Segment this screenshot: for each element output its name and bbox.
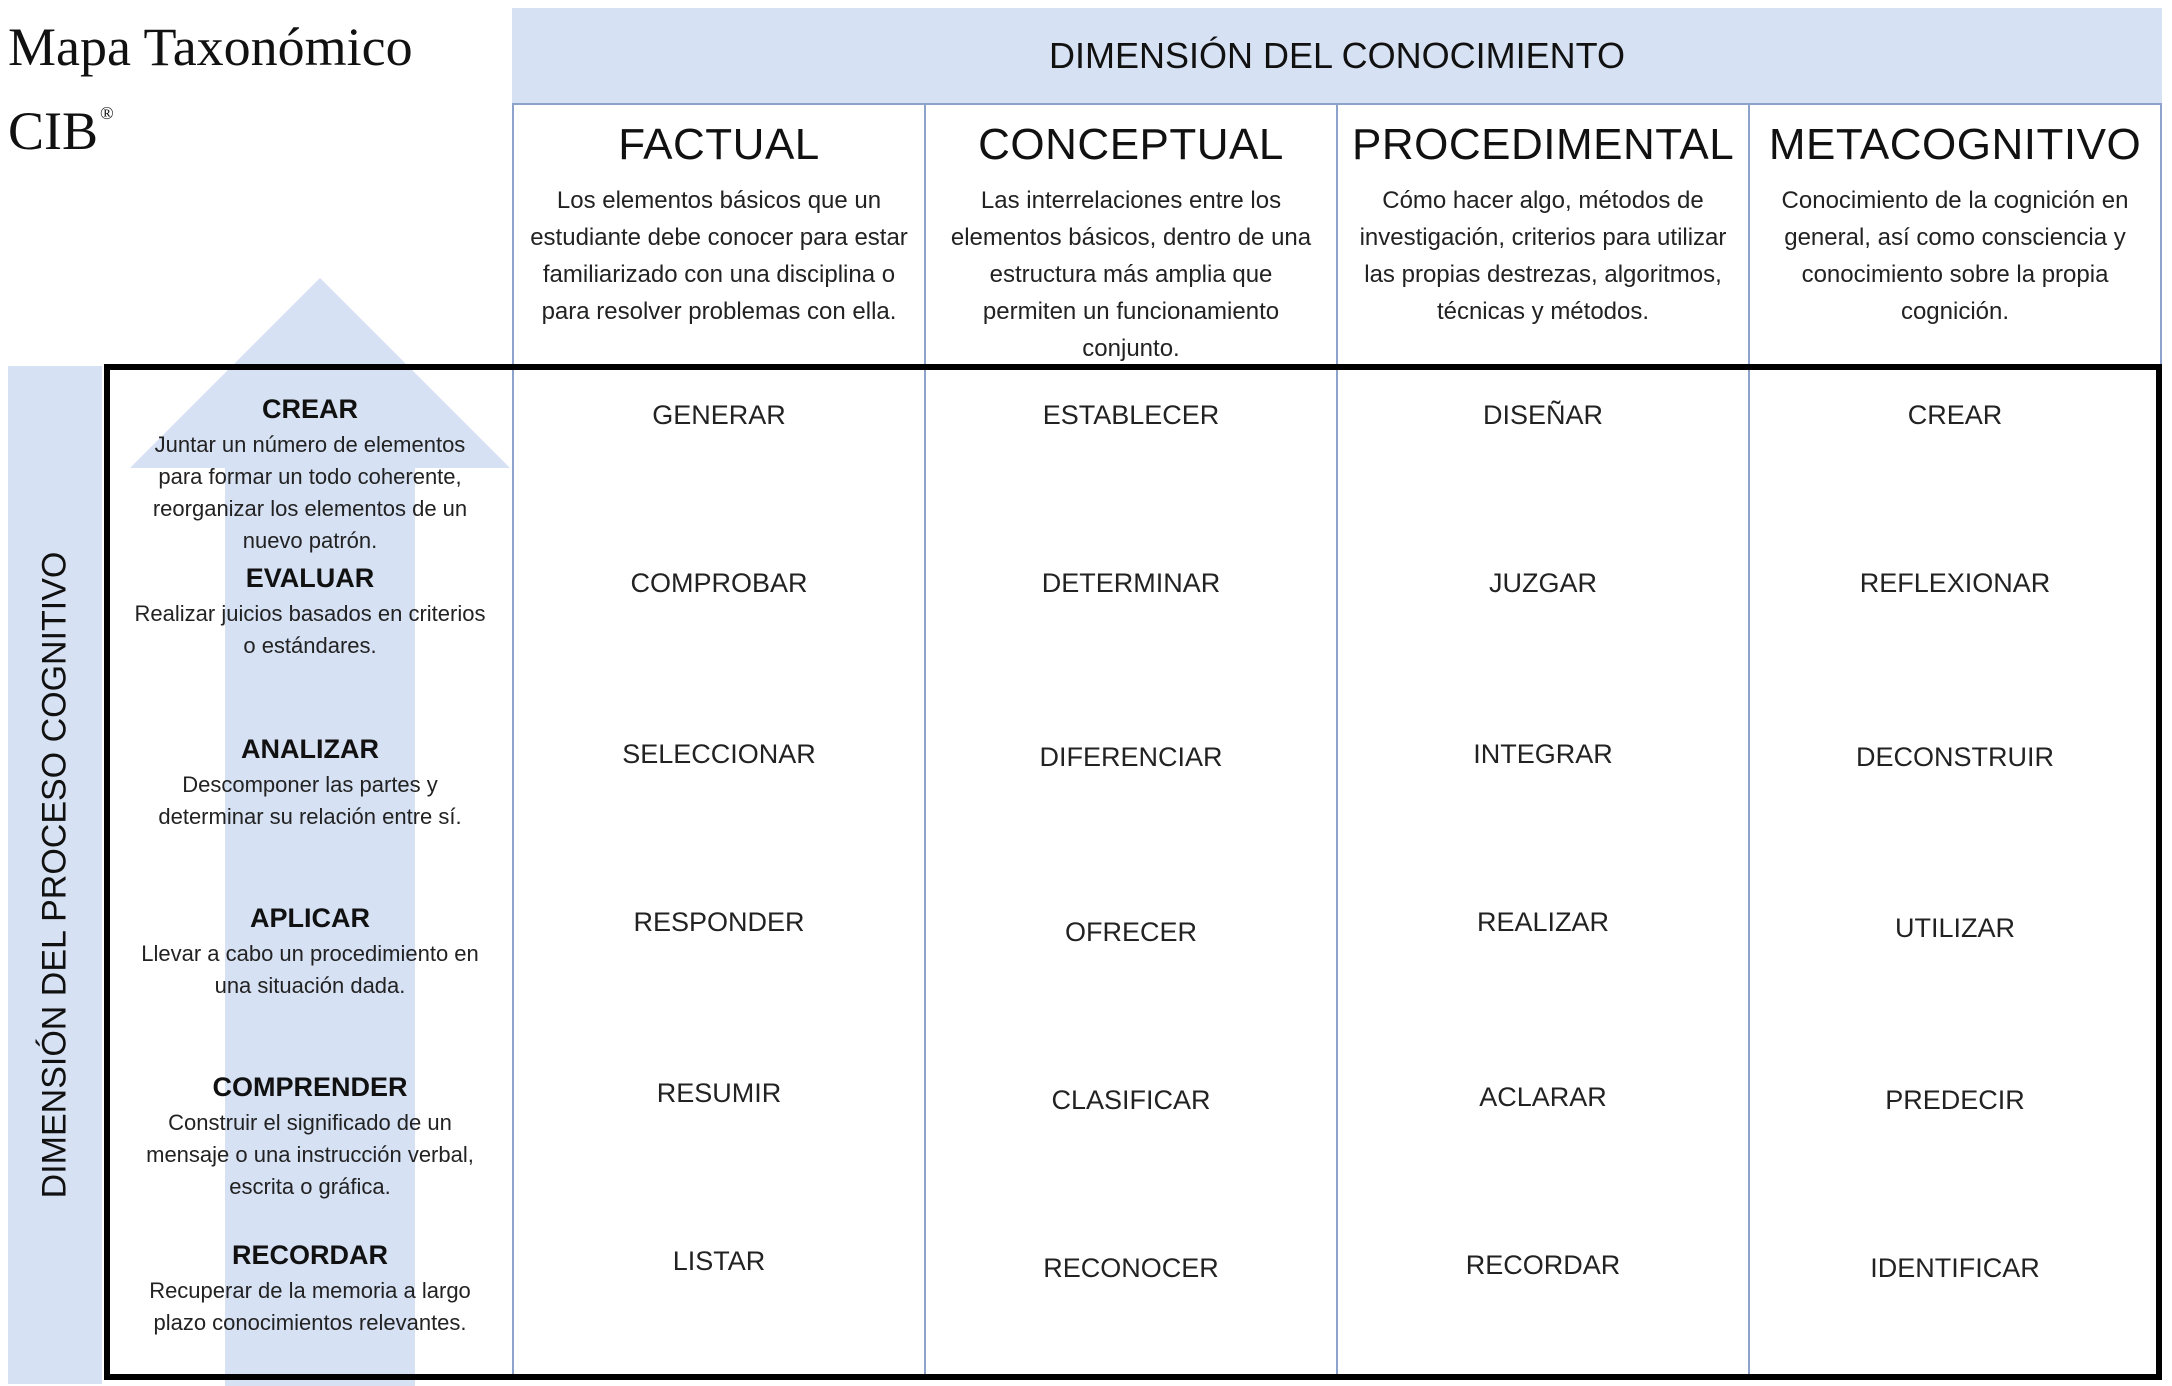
verb-cell: PREDECIR — [1885, 1085, 2025, 1115]
registered-mark: ® — [100, 103, 114, 123]
process-dimension-label: DIMENSIÓN DEL PROCESO COGNITIVO — [35, 551, 74, 1199]
process-name: ANALIZAR — [241, 734, 379, 764]
verb-cell: DETERMINAR — [1041, 568, 1221, 598]
verb-cell: INTEGRAR — [1473, 739, 1613, 769]
column-description: Los elementos básicos que un estudiante debe conocer para estar familiarizado con una disciplina o para resolver problemas con ella. — [530, 187, 908, 325]
process-analizar — [130, 734, 490, 833]
verb-cell: ACLARAR — [1479, 1082, 1607, 1112]
column-description: Conocimiento de la cognición en general, así como consciencia y conocimiento sobre la propia cognición. — [1781, 187, 2129, 325]
header-rule — [512, 103, 2162, 105]
title-line-1: Mapa Taxonómico — [8, 17, 413, 77]
verb-cell: DIFERENCIAR — [1039, 742, 1223, 772]
verb-cell: IDENTIFICAR — [1870, 1253, 2040, 1283]
verb-cell: REFLEXIONAR — [1859, 568, 2051, 598]
column-description: Cómo hacer algo, métodos de investigación, criterios para utilizar las propias destrezas, algoritmos, técnicas y métodos. — [1359, 187, 1727, 325]
map-title — [8, 14, 413, 164]
verb-cell: RESUMIR — [656, 1078, 782, 1108]
process-recordar — [130, 1240, 490, 1339]
verb-cell: RECONOCER — [1043, 1253, 1219, 1283]
verb-cell: RESPONDER — [633, 907, 805, 937]
verb-cell: DISEÑAR — [1482, 400, 1604, 430]
process-crear — [130, 394, 490, 557]
process-name: EVALUAR — [245, 563, 375, 593]
column-header-metacognitivo — [1750, 104, 2160, 362]
process-description: Llevar a cabo un procedimiento en una situación dada. — [141, 941, 479, 998]
process-description: Recuperar de la memoria a largo plazo conocimientos relevantes. — [149, 1278, 471, 1335]
knowledge-dimension-label: DIMENSIÓN DEL CONOCIMIENTO — [1048, 35, 1626, 76]
verb-cell: OFRECER — [1064, 917, 1197, 947]
column-title: CONCEPTUAL — [978, 120, 1284, 169]
column-title: FACTUAL — [618, 120, 820, 169]
verb-cell: GENERAR — [652, 400, 786, 430]
column-header-conceptual — [926, 104, 1336, 362]
process-comprender — [130, 1072, 490, 1203]
verb-cell: REALIZAR — [1476, 907, 1610, 937]
process-description: Descomponer las partes y determinar su relación entre sí. — [158, 772, 462, 829]
verb-cell: RECORDAR — [1465, 1250, 1621, 1280]
verb-cell: ESTABLECER — [1042, 400, 1220, 430]
process-name: RECORDAR — [231, 1240, 388, 1270]
column-header-procedimental — [1338, 104, 1748, 362]
grid-line — [2160, 104, 2162, 364]
verb-cell: UTILIZAR — [1894, 913, 2015, 943]
process-name: APLICAR — [250, 903, 370, 933]
verb-cell: COMPROBAR — [630, 568, 808, 598]
verb-cell: SELECCIONAR — [622, 739, 816, 769]
process-evaluar — [130, 563, 490, 662]
process-name: CREAR — [261, 394, 358, 424]
column-description: Las interrelaciones entre los elementos básicos, dentro de una estructura más amplia que permiten un funcionamiento conjunto. — [950, 187, 1312, 362]
column-title: PROCEDIMENTAL — [1352, 120, 1735, 169]
verb-cell: JUZGAR — [1489, 568, 1597, 598]
verb-cell: CLASIFICAR — [1051, 1085, 1211, 1115]
process-description: Realizar juicios basados en criterios o estándares. — [134, 601, 486, 658]
process-name: COMPRENDER — [212, 1072, 408, 1102]
verb-cell: CREAR — [1907, 400, 2003, 430]
column-header-factual — [514, 104, 924, 362]
verb-cell: DECONSTRUIR — [1855, 742, 2054, 772]
column-title: METACOGNITIVO — [1768, 120, 2142, 169]
process-description: Juntar un número de elementos para formar un todo coherente, reorganizar los elementos de un nuevo patrón. — [152, 432, 468, 553]
process-description: Construir el significado de un mensaje o una instrucción verbal, escrita o gráfica. — [146, 1110, 474, 1199]
verb-cell: LISTAR — [672, 1246, 766, 1276]
title-line-2: CIB ® — [8, 101, 114, 161]
process-aplicar — [130, 903, 490, 1002]
